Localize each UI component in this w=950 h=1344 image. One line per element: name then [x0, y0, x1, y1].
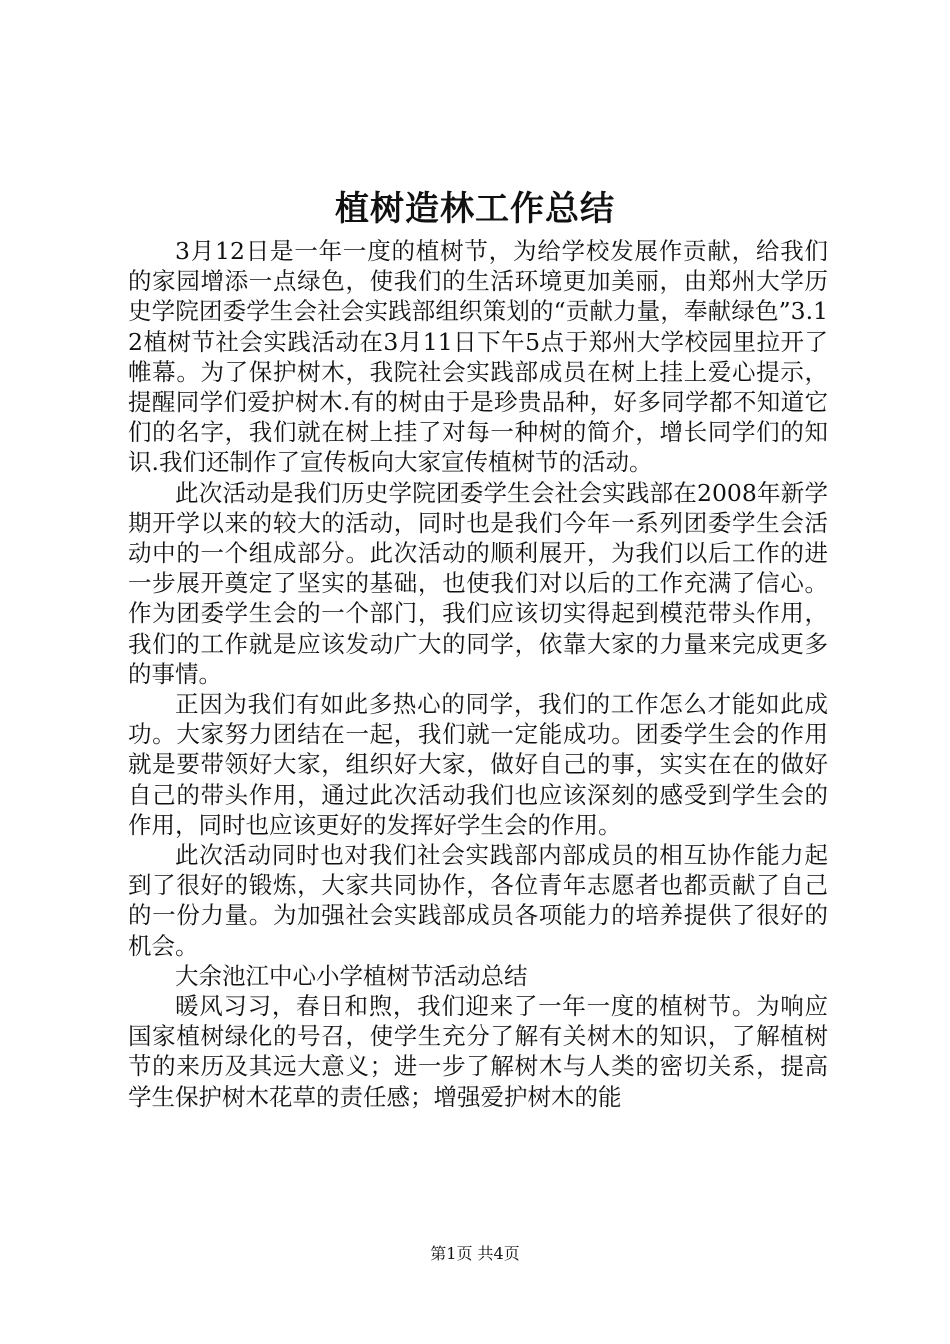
paragraph-4: 此次活动同时也对我们社会实践部内部成员的相互协作能力起到了很好的锻炼，大家共同协作，各位青年志愿者也都贡献了自己的一份力量。为加强社会实践部成员各项能力的培养提供了很好的机会。 [128, 841, 828, 960]
page-number-footer: 第1页 共4页 [430, 1244, 520, 1263]
paragraph-2: 此次活动是我们历史学院团委学生会社会实践部在2008年新学期开学以来的较大的活动，同时也是我们今年一系列团委学生会活动中的一个组成部分。此次活动的顺利展开，为我们以后工作的进一步展开奠定了坚实的基础，也使我们对以后的工作充满了信心。作为团委学生会的一个部门，我们应该切实得起到模范带头作用，我们的工作就是应该发动广大的同学，依靠大家的力量来完成更多的事情。 [128, 478, 828, 688]
document-body [128, 236, 828, 1112]
section-heading: 大余池江中心小学植树节活动总结 [175, 961, 528, 990]
paragraph-1: 3月12日是一年一度的植树节，为给学校发展作贡献，给我们的家园增添一点绿色，使我们的生活环境更加美丽，由郑州大学历史学院团委学生会社会实践部组织策划的“贡献力量，奉献绿色”3.12植树节社会实践活动在3月11日下午5点于郑州大学校园里拉开了帷幕。为了保护树木，我院社会实践部成员在树上挂上爱心提示，提醒同学们爱护树木.有的树由于是珍贵品种，好多同学都不知道它们的名字，我们就在树上挂了对每一种树的简介，增长同学们的知识.我们还制作了宣传板向大家宣传植树节的活动。 [128, 237, 828, 477]
paragraph-3: 正因为我们有如此多热心的同学，我们的工作怎么才能如此成功。大家努力团结在一起，我们就一定能成功。团委学生会的作用就是要带领好大家，组织好大家，做好自己的事，实实在在的做好自己的带头作用，通过此次活动我们也应该深刻的感受到学生会的作用，同时也应该更好的发挥好学生会的作用。 [128, 690, 828, 839]
paragraph-5: 暖风习习，春日和煦，我们迎来了一年一度的植树节。为响应国家植树绿化的号召，使学生充分了解有关树木的知识，了解植树节的来历及其远大意义；进一步了解树木与人类的密切关系，提高学生保护树木花草的责任感；增强爱护树木的能 [128, 992, 828, 1111]
document-title: 植树造林工作总结 [335, 189, 615, 229]
